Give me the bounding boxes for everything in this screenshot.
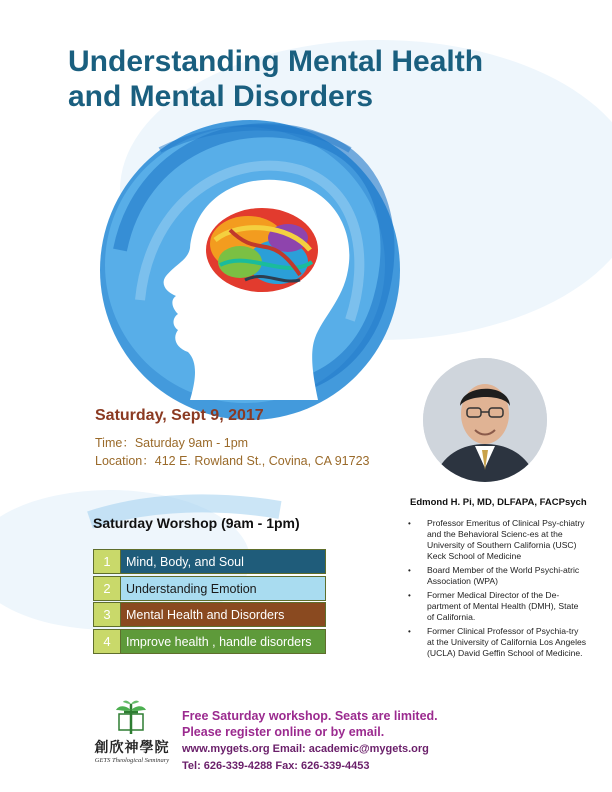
contact-web-email[interactable]: www.mygets.org Email: academic@mygets.org <box>182 743 429 755</box>
session-label: Mind, Body, and Soul <box>121 550 325 573</box>
colorful-brain <box>206 208 318 292</box>
session-number: 1 <box>94 550 121 573</box>
session-row-2 <box>93 576 326 601</box>
bio-item: • Former Medical Director of the De-partment of Mental Health (DMH), State of California. <box>402 590 587 623</box>
session-row-4 <box>93 629 326 654</box>
session-label: Understanding Emotion <box>121 577 325 600</box>
event-date: Saturday, Sept 9, 2017 <box>95 407 264 424</box>
speaker-photo <box>423 358 547 482</box>
event-location: Location：412 E. Rowland St., Covina, CA 91723 <box>95 454 370 468</box>
session-label: Mental Health and Disorders <box>121 603 325 626</box>
session-label: Improve health , handle disorders <box>121 630 325 653</box>
session-number: 2 <box>94 577 121 600</box>
bio-item: • Former Clinical Professor of Psychia-try at the University of California Los Angeles (UCLA) David Geffin School of Medicine. <box>402 626 587 659</box>
workshop-title: Saturday Worshop (9am - 1pm) <box>93 515 300 531</box>
promo-line-1: Free Saturday workshop. Seats are limited. <box>182 709 438 723</box>
promo-line-2: Please register online or by email. <box>182 725 385 739</box>
session-row-3 <box>93 602 326 627</box>
speaker-name: Edmond H. Pi, MD, DLFAPA, FACPsych <box>410 497 587 508</box>
logo-english-name: GETS Theological Seminary <box>94 757 170 764</box>
title-line-2: and Mental Disorders <box>68 80 374 113</box>
session-number: 3 <box>94 603 121 626</box>
logo-chinese-name: 創欣神學院 <box>94 740 170 756</box>
session-number: 4 <box>94 630 121 653</box>
speaker-bio-list <box>402 518 587 662</box>
bio-item: • Board Member of the World Psychi-atric Association (WPA) <box>402 565 587 587</box>
contact-phone-fax: Tel: 626-339-4288 Fax: 626-339-4453 <box>182 760 370 772</box>
bio-item: • Professor Emeritus of Clinical Psy-chiatry and the Behavioral Scienc-es at the University of Southern California (USC) Keck School of Medicine <box>402 518 587 562</box>
flyer-title <box>68 44 588 114</box>
session-row-1 <box>93 549 326 574</box>
event-time: Time：Saturday 9am - 1pm <box>95 436 249 450</box>
title-line-1: Understanding Mental Health <box>68 45 484 78</box>
